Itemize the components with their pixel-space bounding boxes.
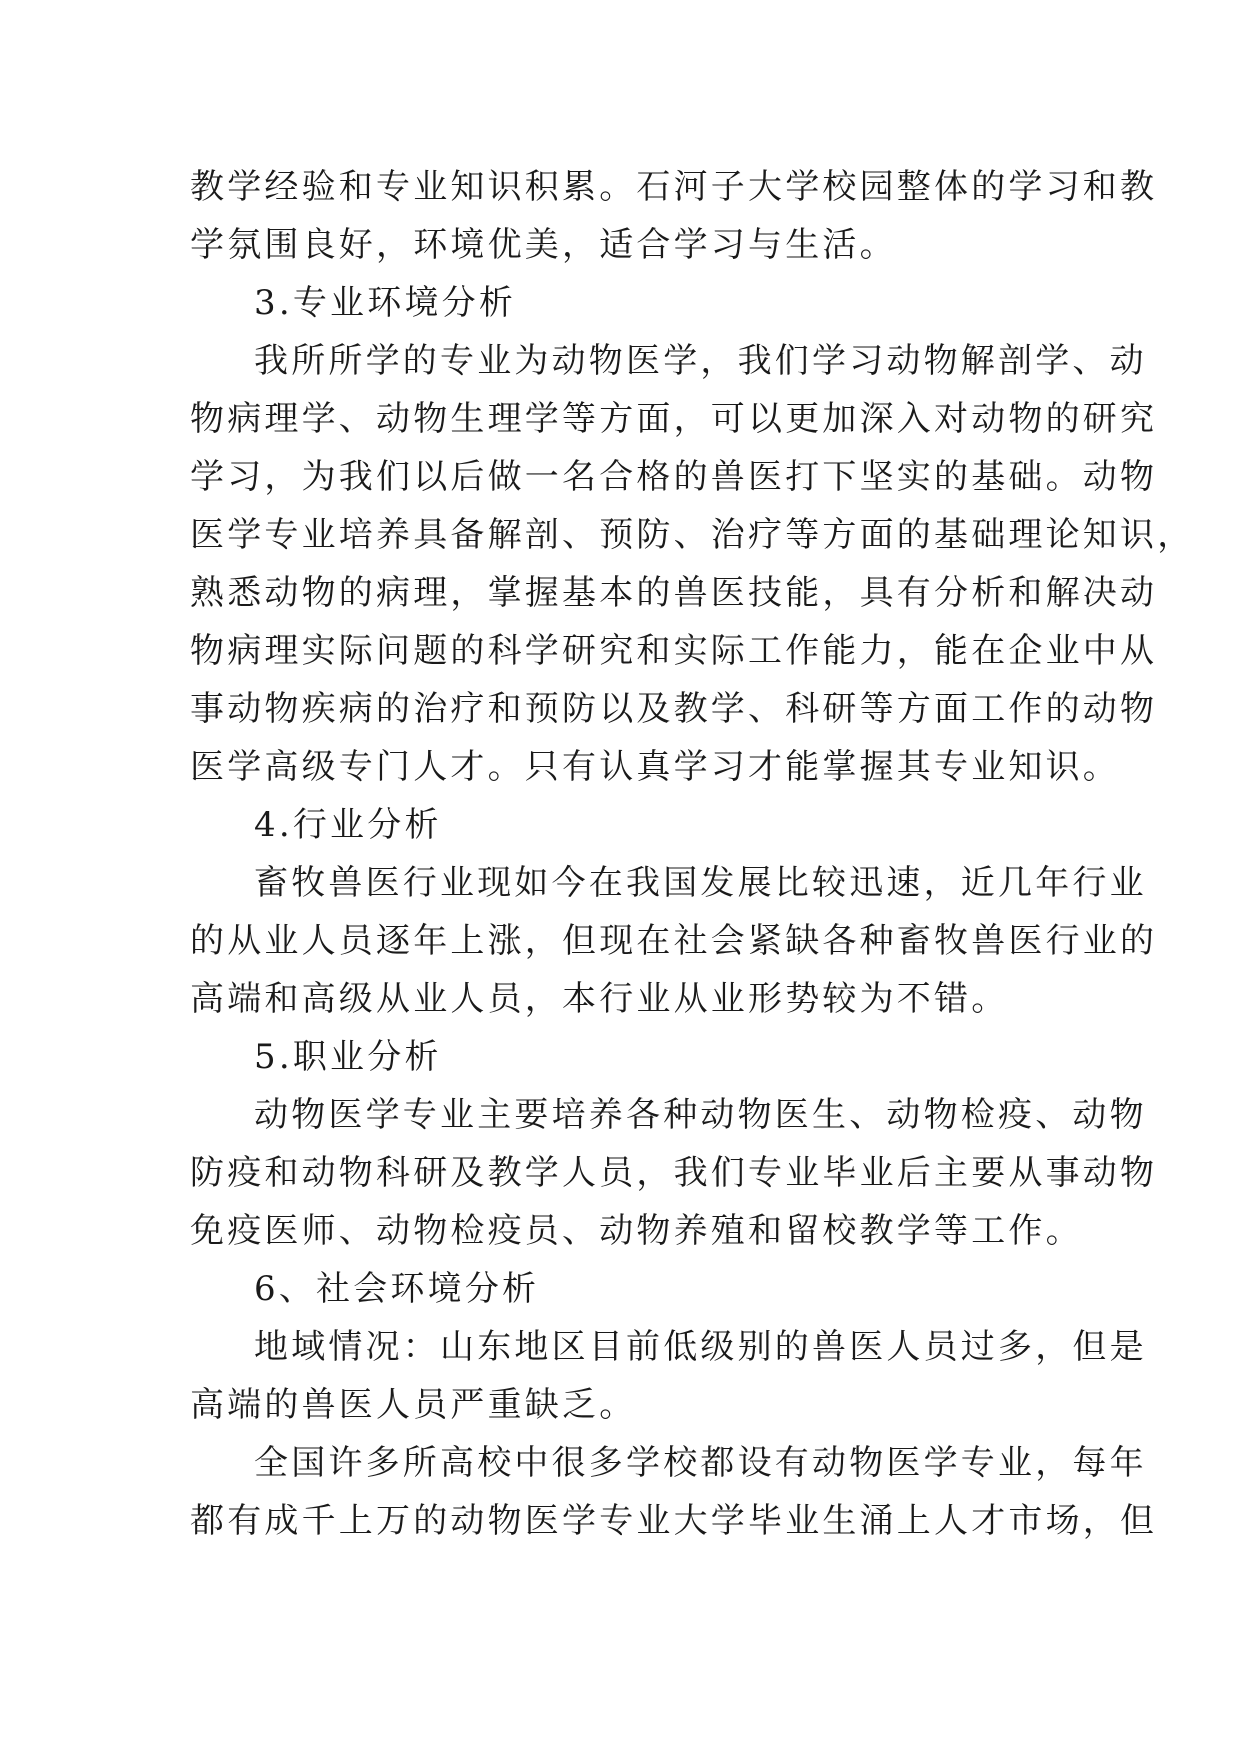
body-text-line: 学习，为我们以后做一名合格的兽医打下坚实的基础。动物 bbox=[190, 457, 1158, 497]
section-heading: 6、社会环境分析 bbox=[254, 1269, 540, 1309]
body-text-line: 熟悉动物的病理，掌握基本的兽医技能，具有分析和解决动 bbox=[190, 573, 1158, 613]
section-heading: 3.专业环境分析 bbox=[254, 283, 517, 323]
body-text-line: 高端的兽医人员严重缺乏。 bbox=[190, 1385, 637, 1425]
body-text-line: 医学高级专门人才。只有认真学习才能掌握其专业知识。 bbox=[190, 747, 1120, 787]
body-text-line: 高端和高级从业人员，本行业从业形势较为不错。 bbox=[190, 979, 1009, 1019]
body-text-line: 我所所学的专业为动物医学，我们学习动物解剖学、动 bbox=[254, 341, 1147, 381]
body-text-line: 医学专业培养具备解剖、预防、治疗等方面的基础理论知识， bbox=[190, 515, 1195, 555]
body-text-line: 物病理学、动物生理学等方面，可以更加深入对动物的研究 bbox=[190, 399, 1158, 439]
section-heading: 5.职业分析 bbox=[254, 1037, 442, 1077]
body-text-line: 畜牧兽医行业现如今在我国发展比较迅速，近几年行业 bbox=[254, 863, 1147, 903]
body-text-line: 都有成千上万的动物医学专业大学毕业生涌上人才市场，但 bbox=[190, 1501, 1158, 1541]
document-body bbox=[190, 158, 1195, 1550]
body-text-line: 教学经验和专业知识积累。石河子大学校园整体的学习和教 bbox=[190, 167, 1158, 207]
body-text-line: 防疫和动物科研及教学人员，我们专业毕业后主要从事动物 bbox=[190, 1153, 1158, 1193]
body-text-line: 物病理实际问题的科学研究和实际工作能力，能在企业中从 bbox=[190, 631, 1158, 671]
body-text-line: 全国许多所高校中很多学校都设有动物医学专业，每年 bbox=[254, 1443, 1147, 1483]
body-text-line: 动物医学专业主要培养各种动物医生、动物检疫、动物 bbox=[254, 1095, 1147, 1135]
body-text-line: 的从业人员逐年上涨，但现在社会紧缺各种畜牧兽医行业的 bbox=[190, 921, 1158, 961]
body-text-line: 地域情况：山东地区目前低级别的兽医人员过多，但是 bbox=[254, 1327, 1147, 1367]
section-heading: 4.行业分析 bbox=[254, 805, 442, 845]
body-text-line: 学氛围良好，环境优美，适合学习与生活。 bbox=[190, 225, 897, 265]
body-text-line: 事动物疾病的治疗和预防以及教学、科研等方面工作的动物 bbox=[190, 689, 1158, 729]
body-text-line: 免疫医师、动物检疫员、动物养殖和留校教学等工作。 bbox=[190, 1211, 1083, 1251]
